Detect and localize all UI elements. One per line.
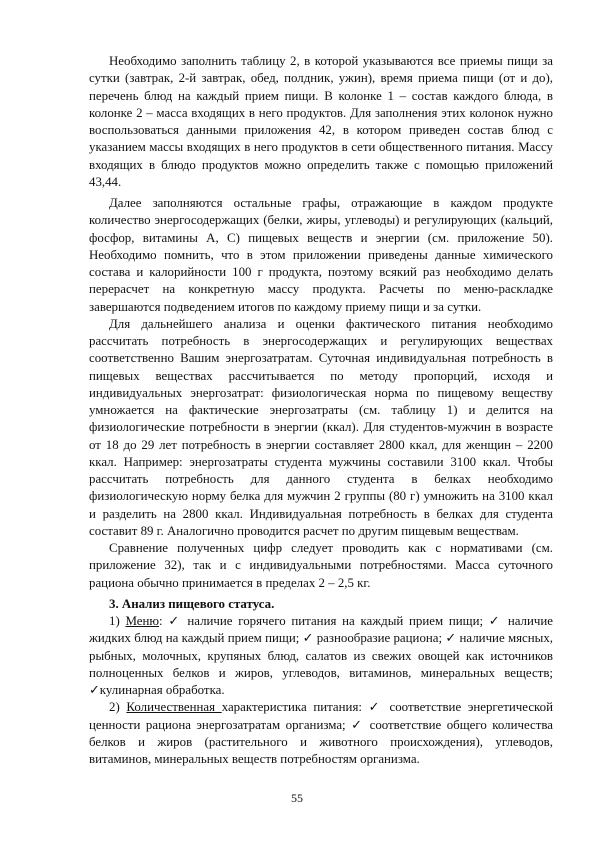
paragraph-table-filling: Необходимо заполнить таблицу 2, в которой указываются все приемы пищи за сутки (завтрак, 2-й завтрак, обед, полдник, ужин), время приема пищи (от и до), перечень блюд на каждый прием пищи. В колонке 1 – состав каждого блюда, в колонке 2 – масса входящих в него продуктов. Для заполнения этих колонок нужно воспользоваться данными приложения 42, в котором приведен состав блюд с указанием массы входящих в него продуктов в сети общественного питания. Массу входящих в блюдо продуктов можно определить также с помощью приложений 43,44.	[89, 54, 553, 189]
body-text	[89, 53, 553, 768]
item-body: характеристика питания: ✓ соответствие энергетической ценности рациона энергозатратам организма; ✓ соответствие общего количества белков и жиров (растительного и животного происхождения), углеводов, витаминов, минеральных веществ потребностям организма.	[89, 700, 553, 766]
item-number: 2)	[109, 700, 127, 715]
item-number: 1)	[109, 614, 126, 628]
paragraph-comparison: Сравнение полученных цифр следует проводить как с нормативами (см. приложение 32), так и с индивидуальными потребностями. Масса суточного рациона обычно принимается в пределах 2 – 2,5 кг.	[89, 541, 553, 590]
item-term: Меню	[125, 614, 160, 628]
paragraph-columns: Далее заполняются остальные графы, отражающие в каждом продукте количество энергосодержащих (белки, жиры, углеводы) и регулирующих (кальций, фосфор, витамины А, С) пищевых веществ и энергии (см. приложение 50). Необходимо помнить, что в этом приложении приведены данные химического состава и калорийности 100 г продукта, поэтому всякий раз необходимо делать перерасчет на конкретную массу продукта. Расчеты по меню-раскладке завершаются подведением итогов по каждому приему пищи и за сутки.	[89, 196, 553, 314]
list-item-menu	[89, 613, 553, 699]
paragraph-needs-calculation: Для дальнейшего анализа и оценки фактического питания необходимо рассчитать потребность в энергосодержащих и регулирующих веществах соответственно Вашим энергозатратам. Суточная индивидуальная потребность в пищевых веществах рассчитывается по методу пропорций, исходя и индивидуальных энергозатрат: физиологическая норма по пищевому веществу умножается на фактические энергозатраты (см. таблицу 1) и делится на физиологические потребности в энергии (ккал). Для студентов-мужчин в возрасте от 18 до 29 лет потребность в энергии составляет 2800 ккал, для женщин – 2200 ккал. Например: энергозатраты студента мужчины составили 3100 ккал. Чтобы рассчитать потребность для данного студента в белках необходимо физиологическую норму белка для мужчин 2 группы (80 г) умножить на 3100 ккал и разделить на 2800 ккал. Индивидуальная потребность в белках для студента составит 89 г. Аналогично проводится расчет по другим пищевым веществам.	[89, 316, 553, 538]
section-heading: 3. Анализ пищевого статуса.	[109, 596, 275, 611]
list-item-quantity	[89, 699, 553, 768]
page-number: 55	[291, 791, 303, 805]
item-term: Количественная	[126, 700, 222, 715]
item-body: : ✓ наличие горячего питания на каждый прием пищи; ✓ наличие жидких блюд на каждый прием пищи; ✓ разнообразие рациона; ✓ наличие мясных, рыбных, молочных, крупяных блюд, салатов из свежих овощей как источников полноценных белков и жиров, углеводов, витаминов, минеральных веществ; ✓кулинарная обработка.	[89, 614, 553, 697]
